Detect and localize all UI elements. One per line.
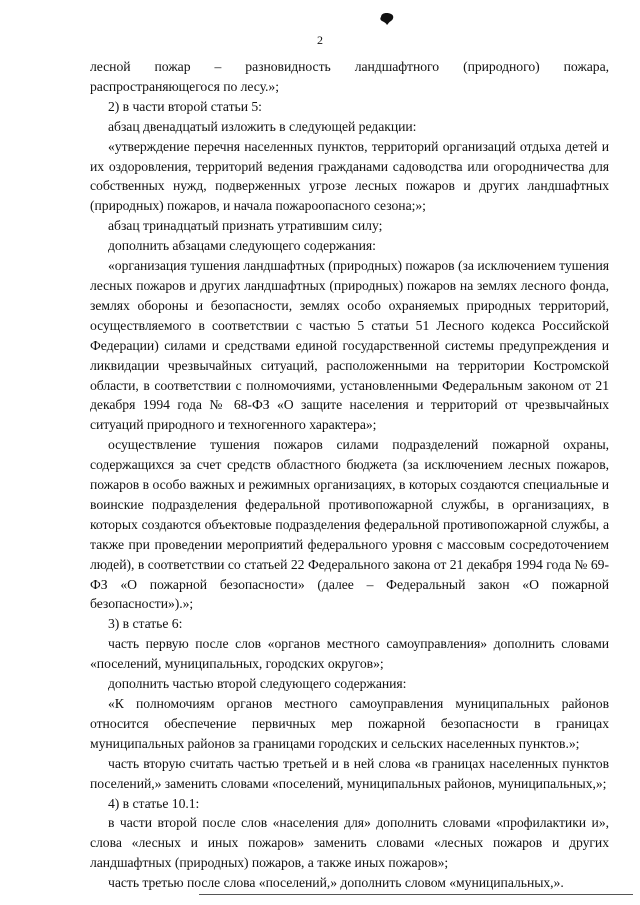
paragraph: дополнить абзацами следующего содержания: [108,238,376,254]
paragraph: дополнить частью второй следующего содержания: [108,676,407,692]
paragraph: лесной пожар – разновидность ландшафтного (природного) пожара, распространяющегося по лесу.»; [90,59,609,94]
paragraph: 3) в статье 6: [108,616,183,632]
document-body [90,57,609,893]
paragraph: «утверждение перечня населенных пунктов, территорий организаций отдыха детей и их оздоровления, территорий ведения гражданами садоводства или огородничества для собственных нужд, подверженных угрозе лесных пожаров и других ландшафтных (природных) пожаров, и начала пожароопасного сезона;»; [90,138,609,214]
paragraph: абзац тринадцатый признать утратившим силу; [108,218,383,234]
paragraph: часть первую после слов «органов местного самоуправления» дополнить словами «поселений, муниципальных, городских округов»; [90,636,609,672]
paragraph: абзац двенадцатый изложить в следующей редакции: [108,118,417,134]
paragraph: в части второй после слов «населения для» дополнить словами «профилактики и», слова «лесных и иных пожаров» заменить словами «лесных пожаров и других ландшафтных (природных) пожаров, а также иных пожаров»; [90,815,609,871]
paragraph: 2) в части второй статьи 5: [108,98,262,114]
page-number: 2 [317,33,323,47]
ink-mark-icon [379,12,395,26]
paragraph: часть вторую считать частью третьей и в ней слова «в границах населенных пунктов поселений,» заменить словами «поселений, муниципальных районов, муниципальных,»; [90,755,609,791]
paragraph: 4) в статье 10.1: [108,795,200,811]
bottom-rule [199,894,633,895]
paragraph: «организация тушения ландшафтных (природных) пожаров (за исключением тушения лесных пожаров и других ландшафтных (природных) пожаров на землях лесного фонда, землях обороны и безопасности, землях особо охраняемых природных территорий, осуществляемого в соответствии с частью 5 статьи 51 Лесного кодекса Российской Федерации) силами и средствами единой государственной системы предупреждения и ликвидации чрезвычайных ситуаций, расположенными на территории Костромской области, в соответствии с полномочиями, установленными Федеральным законом от 21 декабря 1994 года № 68-ФЗ «О защите населения и территорий от чрезвычайных ситуаций природного и техногенного характера»; [90,258,609,433]
paragraph: осуществление тушения пожаров силами подразделений пожарной охраны, содержащихся за счет средств областного бюджета (за исключением лесных пожаров, пожаров в особо важных и режимных организациях, в которых создаются специальные и воинские подразделения федеральной противопожарной службы, в организациях, в которых создаются объектовые подразделения федеральной противопожарной службы, а также при проведении мероприятий федерального уровня с массовым сосредоточением людей), в соответствии со статьей 22 Федерального закона от 21 декабря 1994 года № 69-ФЗ «О пожарной безопасности» (далее – Федеральный закон «О пожарной безопасности»).»; [90,437,609,612]
paragraph: «К полномочиям органов местного самоуправления муниципальных районов относится обеспечение первичных мер пожарной безопасности в границах муниципальных районов за границами городских и сельских населенных пунктов.»; [90,696,609,751]
paragraph: часть третью после слова «поселений,» дополнить словом «муниципальных,». [108,875,564,891]
